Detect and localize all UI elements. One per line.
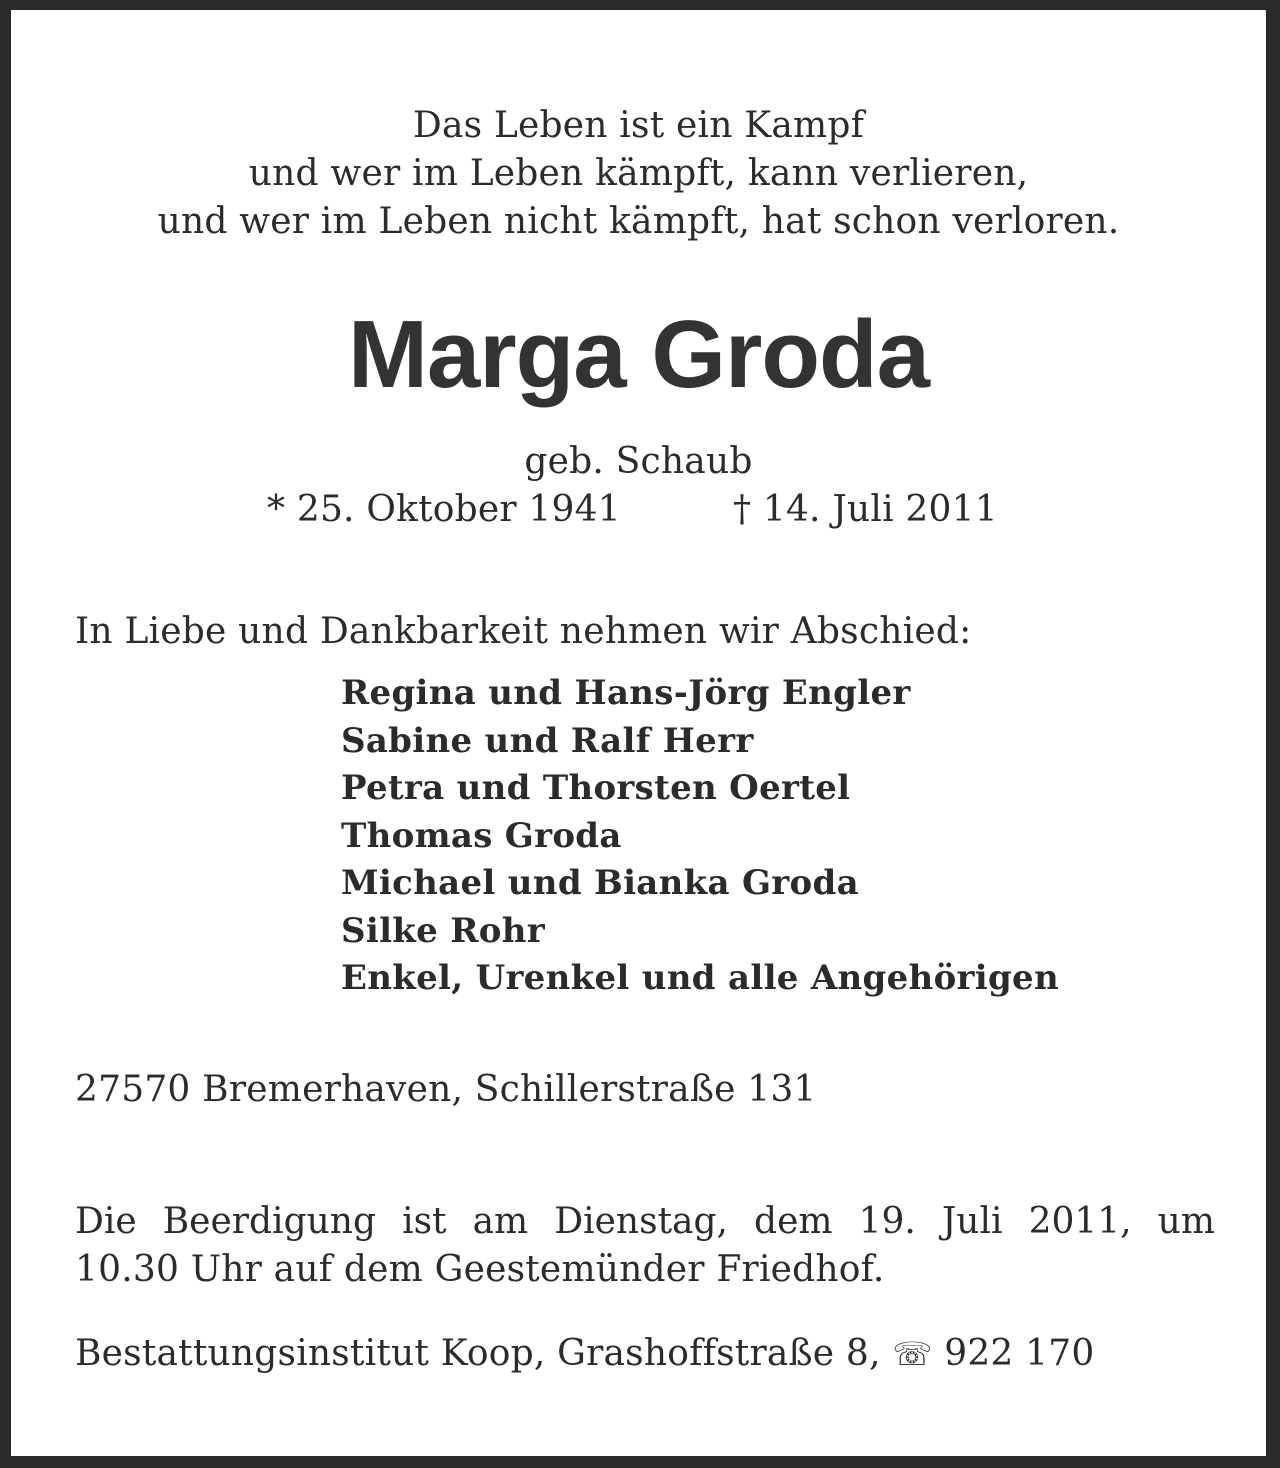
mourner-name: Thomas Groda xyxy=(341,815,622,856)
mourner-name: Regina und Hans-Jörg Engler xyxy=(341,673,911,713)
funeral-line-2: 10.30 Uhr auf dem Geestemünder Friedhof. xyxy=(75,1249,885,1290)
undertaker-info xyxy=(75,1330,1095,1378)
mourning-address: 27570 Bremerhaven, Schillerstraße 131 xyxy=(75,1069,817,1110)
telephone-icon: ☏ xyxy=(892,1335,933,1373)
mourners-list xyxy=(341,670,1059,1003)
mourner-name: Petra und Thorsten Oertel xyxy=(341,768,851,808)
deceased-name: Marga Groda xyxy=(347,301,930,408)
mourner-name: Michael und Bianka Groda xyxy=(341,863,859,903)
maiden-name: geb. Schaub xyxy=(524,441,753,482)
death-date: † 14. Juli 2011 xyxy=(733,489,998,530)
birth-date: * 25. Oktober 1941 xyxy=(267,489,621,530)
poem-line-1: Das Leben ist ein Kampf xyxy=(412,105,865,146)
mourner-name: Enkel, Urenkel und alle Angehörigen xyxy=(341,958,1060,998)
farewell-text: In Liebe und Dankbarkeit nehmen wir Abschied: xyxy=(75,611,972,652)
poem-line-3: und wer im Leben nicht kämpft, hat schon verloren. xyxy=(157,201,1120,242)
undertaker-phone: 922 170 xyxy=(944,1333,1095,1374)
poem-line-2: und wer im Leben kämpft, kann verlieren, xyxy=(248,153,1029,194)
undertaker-text: Bestattungsinstitut Koop, Grashoffstraße 8, xyxy=(75,1333,881,1374)
mourner-name: Sabine und Ralf Herr xyxy=(341,720,754,761)
funeral-line-1: Die Beerdigung ist am Dienstag, dem 19. Juli 2011, um xyxy=(75,1201,1215,1242)
mourner-name: Silke Rohr xyxy=(341,910,545,951)
